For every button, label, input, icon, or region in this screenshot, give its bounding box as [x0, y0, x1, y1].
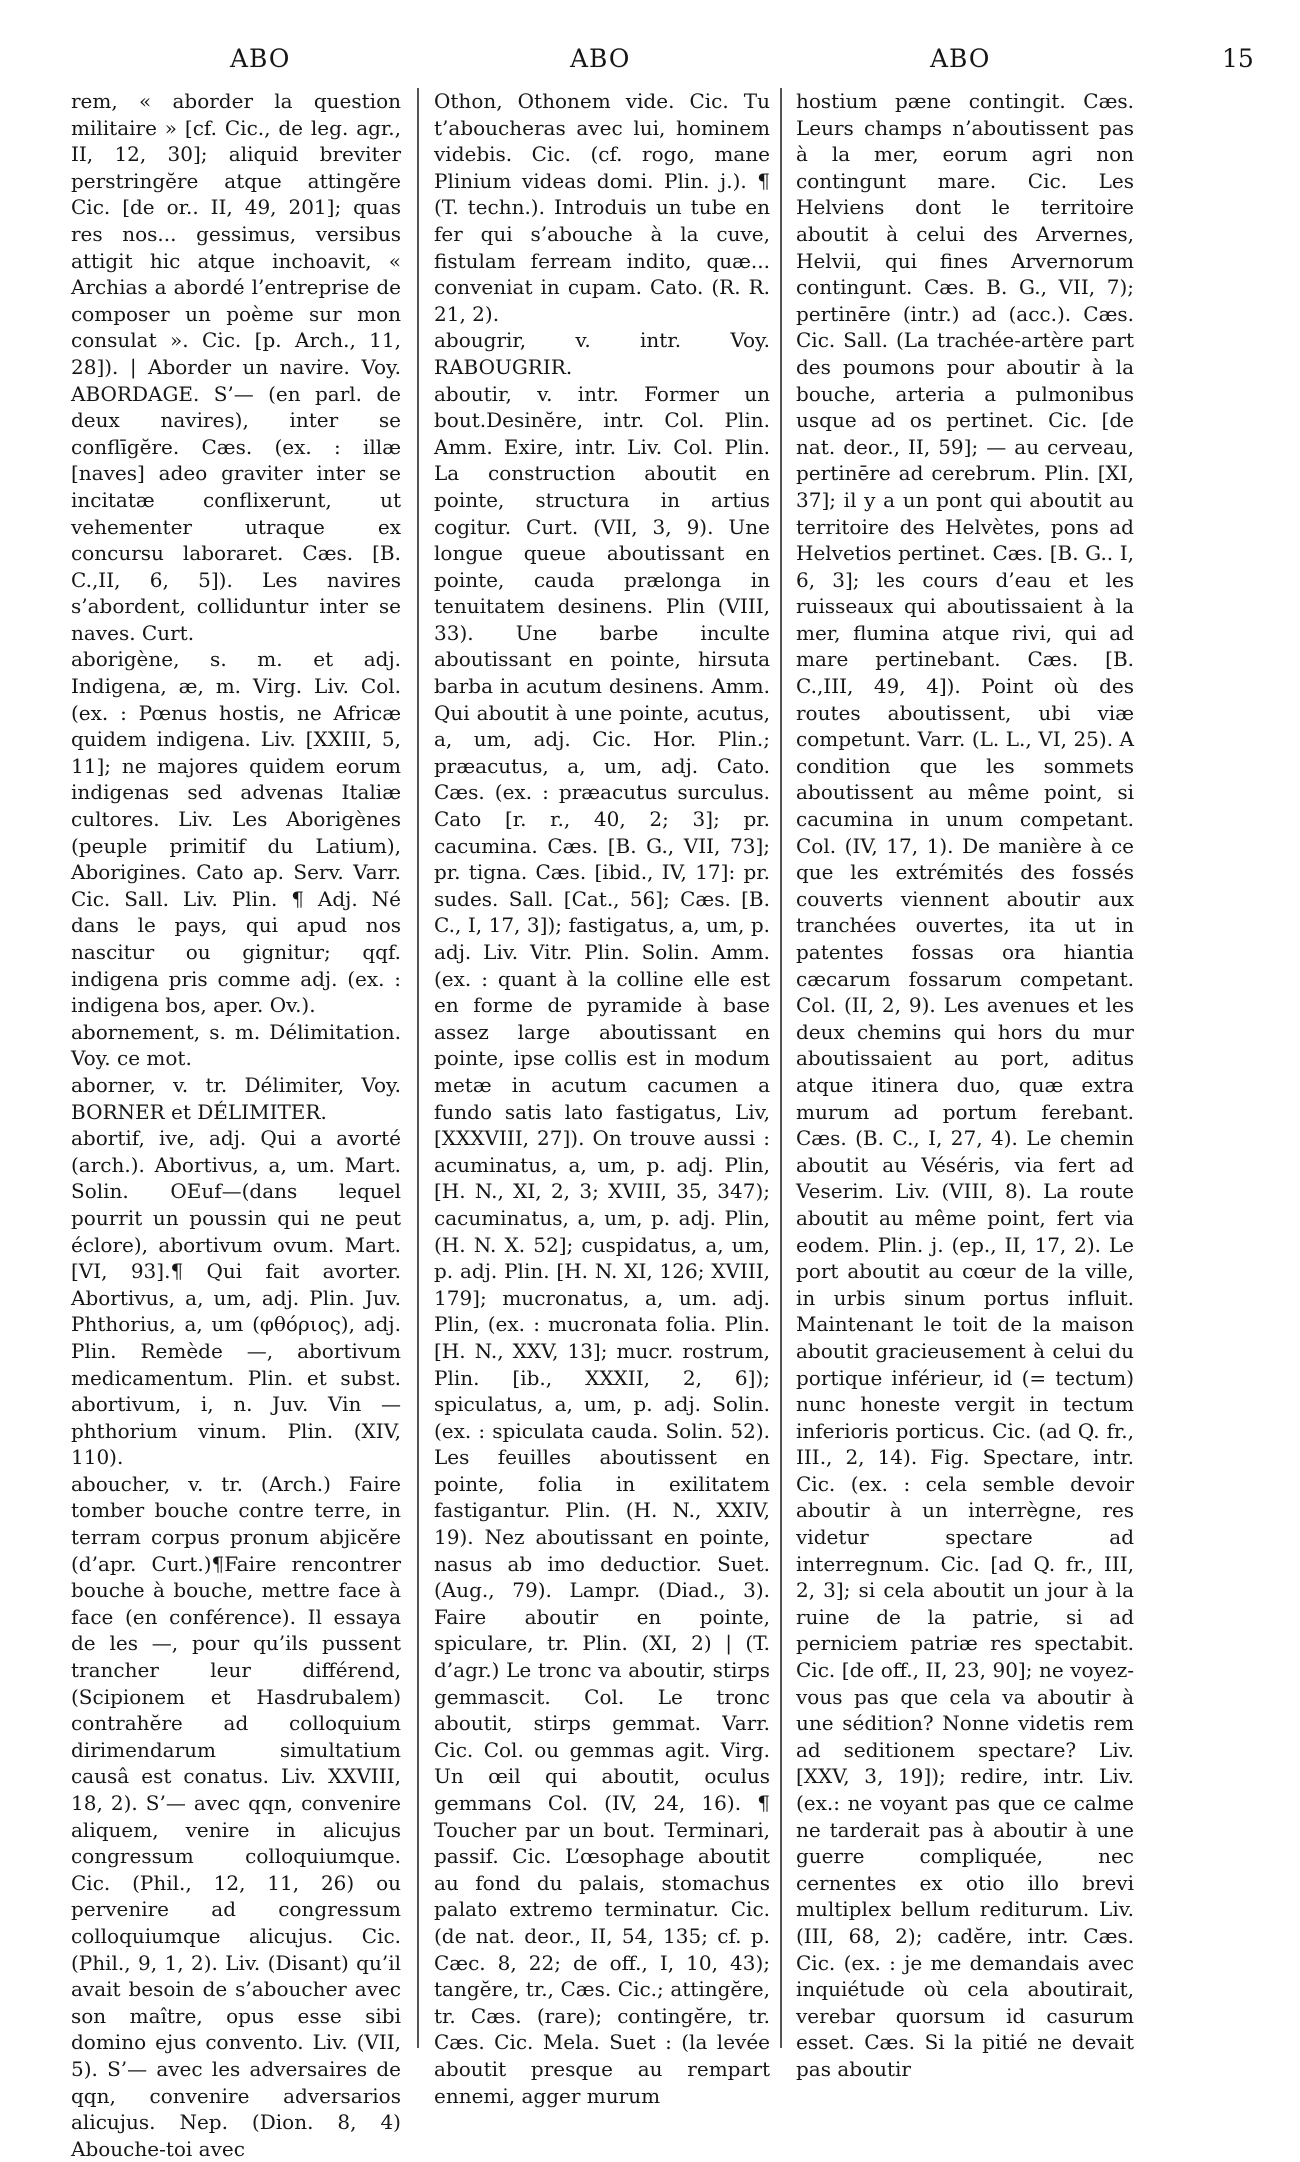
dictionary-entry: Othon, Othonem vide. Cic. Tu t’aboucheras avec lui, hominem videbis. Cic. (cf. rogo, mane Plinium videas domi. Plin. j.). ¶ (T. techn.). Introduis un tube en fer qui s’abouche à la cuve, fistulam ferream indito, quæ... conveniat in cupam. Cato. (R. R. 21, 2). [434, 89, 770, 326]
page-header [0, 44, 1300, 84]
running-head-center: ABO [570, 44, 631, 73]
page-number: 15 [1222, 44, 1254, 73]
dictionary-entry: abortif, ive, adj. Qui a avorté (arch.). Abortivus, a, um. Mart. Solin. OEuf—(dans lequel pourrit un poussin qui ne peut éclore), abortivum ovum. Mart. [VI, 93].¶ Qui fait avorter. Abortivus, a, um, adj. Plin. Juv. Phthorius, a, um (φθόριος), adj. Plin. Remède —, abortivum medicamentum. Plin. et subst. abortivum, i, n. Juv. Vin — phthorium vinum. Plin. (XIV, 110). [71, 1126, 401, 1470]
text-column-3 [796, 88, 1134, 2083]
dictionary-entry: aboutir, v. intr. Former un bout.Desinĕre, intr. Col. Plin. Amm. Exire, intr. Liv. Col. Plin. La construction aboutit en pointe, structura in artius cogitur. Curt. (VII, 3, 9). Une longue queue aboutissant en pointe, cauda prælonga in tenuitatem desinens. Plin (VIII, 33). Une barbe inculte aboutissant en pointe, hirsuta barba in acutum desinens. Amm. Qui aboutit à une pointe, acutus, a, um, adj. Cic. Hor. Plin.; præacutus, a, um, adj. Cato. Cæs. (ex. : præacutus surculus. Cato [r. r., 40, 2; 3]; pr. cacumina. Cæs. [B. G., VII, 73]; pr. tigna. Cæs. [ibid., IV, 17]: pr. sudes. Sall. [Cat., 56]; Cæs. [B. C., I, 17, 3]); fastigatus, a, um, p. adj. Liv. Vitr. Plin. Solin. Amm. (ex. : quant à la colline elle est en forme de pyramide à base assez large aboutissant en pointe, ipse collis est in modum metæ in acutum cacumen a fundo satis lato fastigatus, Liv, [XXXVIII, 27]). On trouve aussi : acuminatus, a, um, p. adj. Plin, [H. N., XI, 2, 3; XVIII, 35, 347); cacuminatus, a, um, p. adj. Plin, (H. N. X. 52]; cuspidatus, a, um, p. adj. Plin. [H. N. XI, 126; XVIII, 179]; mucronatus, a, um. adj. Plin, (ex. : mucronata folia. Plin. [H. N., XXV, 13]; mucr. rostrum, Plin. [ib., XXXII, 2, 6]); spiculatus, a, um, p. adj. Solin. (ex. : spiculata cauda. Solin. 52). Les feuilles aboutissent en pointe, folia in exilitatem fastigantur. Plin. (H. N., XXIV, 19). Nez aboutissant en pointe, nasus ab imo deductior. Suet. (Aug., 79). Lampr. (Diad., 3). Faire aboutir en pointe, spiculare, tr. Plin. (XI, 2) | (T. d’agr.) Le tronc va aboutir, stirps gemmascit. Col. Le tronc aboutit, stirps gemmat. Varr. Cic. Col. ou gemmas agit. Virg. Un œil qui aboutit, oculus gemmans Col. (IV, 24, 16). ¶ Toucher par un bout. Terminari, passif. Cic. L’œsophage aboutit au fond du palais, stomachus palato extremo terminatur. Cic. (de nat. deor., II, 54, 135; cf. p. Cæc. 8, 22; de off., I, 10, 43); tangĕre, tr., Cæs. Cic.; attingĕre, tr. Cæs. (rare); contingĕre, tr. Cæs. Cic. Mela. Suet : (la levée aboutit presque au rempart ennemi, agger murum [434, 381, 770, 2108]
text-column-1 [71, 88, 401, 2162]
running-head-left: ABO [230, 44, 291, 73]
dictionary-entry: abougrir, v. intr. Voy. RABOUGRIR. [434, 328, 770, 379]
text-column-2 [434, 88, 770, 2109]
column-divider [780, 88, 782, 2048]
dictionary-entry: aborner, v. tr. Délimiter, Voy. BORNER et DÉLIMITER. [71, 1072, 401, 1124]
column-divider [417, 88, 419, 2048]
dictionary-entry: aborigène, s. m. et adj. Indigena, æ, m. Virg. Liv. Col. (ex. : Pœnus hostis, ne Africæ quidem indigena. Liv. [XXIII, 5, 11]; ne majores quidem eorum indigenas sed advenas Italiæ cultores. Liv. Les Aborigènes (peuple primitif du Latium), Aborigines. Cato ap. Serv. Varr. Cic. Sall. Liv. Plin. ¶ Adj. Né dans le pays, qui apud nos nascitur ou gignitur; qqf. indigena pris comme adj. (ex. : indigena bos, aper. Ov.). [71, 647, 401, 1018]
dictionary-entry: rem, « aborder la question militaire » [cf. Cic., de leg. agr., II, 12, 30]; aliquid breviter perstringĕre atque attingĕre Cic. [de or.. II, 49, 201]; quas res nos... gessimus, versibus attigit hic atque inchoavit, « Archias a abordé l’entreprise de composer un poème sur mon consulat ». Cic. [p. Arch., 11, 28]). | Aborder un navire. Voy. ABORDAGE. S’— (en parl. de deux navires), inter se conflīgĕre. Cæs. (ex. : illæ [naves] adeo graviter inter se incitatæ conflixerunt, ut vehementer utraque ex concursu laboraret. Cæs. [B. C.,II, 6, 5]). Les navires s’abordent, colliduntur inter se naves. Curt. [71, 89, 401, 645]
dictionary-entry: aboucher, v. tr. (Arch.) Faire tomber bouche contre terre, in terram corpus pronum abjicĕre (d’apr. Curt.)¶Faire rencontrer bouche à bouche, mettre face à face (en conférence). Il essaya de les —, pour qu’ils pussent trancher leur différend, (Scipionem et Hasdrubalem) contrahĕre ad colloquium dirimendarum simultatium causâ est conatus. Liv. XXVIII, 18, 2). S’— avec qqn, convenire aliquem, venire in alicujus congressum colloquiumque. Cic. (Phil., 12, 11, 26) ou pervenire ad congressum colloquiumque alicujus. Cic. (Phil., 9, 1, 2). Liv. (Disant) qu’il avait besoin de s’aboucher avec son maître, opus esse sibi domino ejus convento. Liv. (VII, 5). S’— avec les adversaires de qqn, convenire adversarios alicujus. Nep. (Dion. 8, 4) Abouche-toi avec [71, 1471, 401, 2161]
dictionary-entry: hostium pæne contingit. Cæs. Leurs champs n’aboutissent pas à la mer, eorum agri non contingunt mare. Cic. Les Helviens dont le territoire aboutit à celui des Arvernes, Helvii, qui fines Arvernorum contingunt. Cæs. B. G., VII, 7); pertinēre (intr.) ad (acc.). Cæs. Cic. Sall. (La trachée-artère part des poumons pour aboutir à la bouche, arteria a pulmonibus usque ad os pertinet. Cic. [de nat. deor., II, 59]; — au cerveau, pertinēre ad cerebrum. Plin. [XI, 37]; il y a un pont qui aboutit au territoire des Helvètes, pons ad Helvetios pertinet. Cæs. [B. G.. I, 6, 3]; les cours d’eau et les ruisseaux qui aboutissaient à la mer, flumina atque rivi, qui ad mare pertinebant. Cæs. [B. C.,III, 49, 4]). Point où des routes aboutissent, ubi viæ competunt. Varr. (L. L., VI, 25). A condition que les sommets aboutissent au même point, si cacumina in unum competant. Col. (IV, 17, 1). De manière à ce que les extrémités des fossés couverts viennent aboutir aux tranchées ouvertes, ita ut in patentes fossas ora hiantia cæcarum fossarum competant. Col. (II, 2, 9). Les avenues et les deux chemins qui hors du mur aboutissaient au port, aditus atque itinera duo, quæ extra murum ad portum ferebant. Cæs. (B. C., I, 27, 4). Le chemin aboutit au Véséris, via fert ad Veserim. Liv. (VIII, 8). La route aboutit au même point, fert via eodem. Plin. j. (ep., II, 17, 2). Le port aboutit au cœur de la ville, in urbis sinum portus influit. Maintenant le toit de la maison aboutit gracieusement à celui du portique inférieur, id (= tectum) nunc honeste vergit in tectum inferioris porticus. Cic. (ad Q. fr., III., 2, 14). Fig. Spectare, intr. Cic. (ex. : cela semble devoir aboutir à un interrègne, res videtur spectare ad interregnum. Cic. [ad Q. fr., III, 2, 3]; si cela aboutit un jour à la ruine de la patrie, si ad perniciem patriæ res spectabit. Cic. [de off., II, 23, 90]; ne voyez-vous pas que cela va aboutir à une sédition? Nonne videtis rem ad seditionem spectare? Liv. [XXV, 3, 19]); redire, intr. Liv. (ex.: ne voyant pas que ce calme ne tarderait pas à aboutir à une guerre compliquée, nec cernentes ex otio illo brevi multiplex bellum rediturum. Liv. (III, 68, 2); cadĕre, intr. Cæs. Cic. (ex. : je me demandais avec inquiétude où cela aboutirait, verebar quorsum id casurum esset. Cæs. Si la pitié ne devait pas aboutir [796, 89, 1134, 2081]
running-head-right: ABO [930, 44, 991, 73]
dictionary-entry: abornement, s. m. Délimitation. Voy. ce mot. [71, 1019, 401, 1071]
